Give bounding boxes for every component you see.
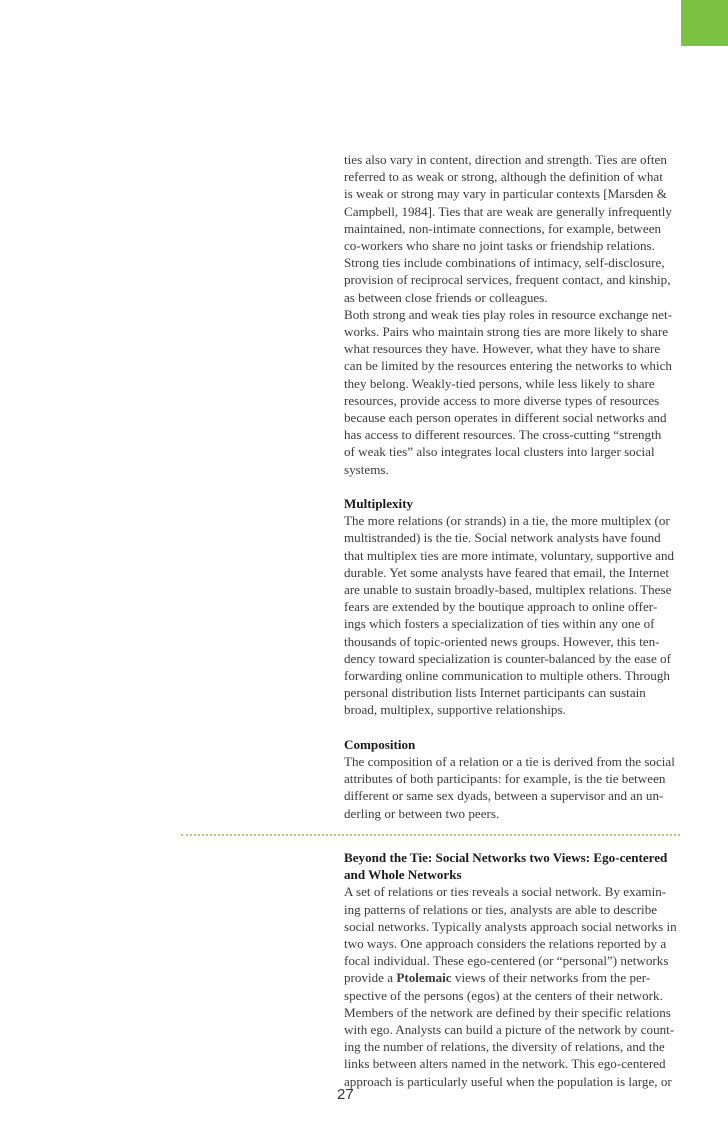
section-divider <box>181 834 680 836</box>
text-column-top <box>344 151 684 822</box>
text-line: ing the number of relations, the diversity of relations, and the <box>344 1039 665 1055</box>
text-line: ings which fosters a specialization of ties within any one of <box>344 616 655 632</box>
text-line: social networks. Typically analysts approach social networks in <box>344 918 677 934</box>
page-number: 27 <box>337 1086 354 1103</box>
text-line: two ways. One approach considers the relations reported by a <box>344 936 667 952</box>
text-line: multistranded) is the tie. Social network analysts have found <box>344 530 661 546</box>
paragraph-strong-weak-ties <box>344 306 684 478</box>
section-heading: and Whole Networks <box>344 867 462 883</box>
text-line: because each person operates in different social networks and <box>344 410 667 426</box>
text-line: as between close friends or colleagues. <box>344 289 548 305</box>
text-line: with ego. Analysts can build a picture of the network by count- <box>344 1022 675 1038</box>
text-segment: views of their networks from the per- <box>451 970 651 986</box>
text-line: thousands of topic-oriented news groups. However, this ten- <box>344 633 660 649</box>
text-line: what resources they have. However, what they have to share <box>344 341 661 357</box>
text-line: personal distribution lists Internet participants can sustain <box>344 685 646 701</box>
text-line: The composition of a relation or a tie is derived from the social <box>344 754 675 770</box>
text-line: ties also vary in content, direction and strength. Ties are often <box>344 152 667 167</box>
text-line: Both strong and weak ties play roles in resource exchange net- <box>344 306 672 322</box>
text-line: broad, multiplex, supportive relationships. <box>344 702 566 718</box>
text-line: works. Pairs who maintain strong ties are more likely to share <box>344 324 668 340</box>
text-line: derling or between two peers. <box>344 805 500 821</box>
ptolemaic-term: Ptolemaic <box>396 970 452 986</box>
text-line: systems. <box>344 461 389 477</box>
text-line: of weak ties” also integrates local clusters into larger social <box>344 444 655 460</box>
text-line: is weak or strong may vary in particular contexts [Marsden & <box>344 186 667 202</box>
text-line: Strong ties include combinations of intimacy, self-disclosure, <box>344 255 665 271</box>
section-beyond-the-tie <box>344 849 684 1090</box>
text-line: links between alters named in the network. This ego-centered <box>344 1056 666 1072</box>
text-line: Members of the network are defined by their specific relations <box>344 1004 671 1020</box>
text-line: Campbell, 1984]. Ties that are weak are generally infrequently <box>344 203 672 219</box>
section-multiplexity <box>344 495 684 719</box>
text-line: focal individual. These ego-centered (or “personal”) networks <box>344 953 669 969</box>
text-line: different or same sex dyads, between a supervisor and an un- <box>344 788 664 804</box>
text-line: has access to different resources. The cross-cutting “strength <box>344 427 662 443</box>
text-segment: provide a <box>344 970 397 986</box>
section-composition <box>344 736 684 822</box>
chapter-tab <box>681 0 728 46</box>
text-line: are unable to sustain broadly-based, multiplex relations. These <box>344 582 672 598</box>
text-line: attributes of both participants: for example, is the tie between <box>344 771 666 787</box>
section-heading: Composition <box>344 736 416 752</box>
text-line: maintained, non-intimate connections, for example, between <box>344 220 662 236</box>
text-line: A set of relations or ties reveals a social network. By examin- <box>344 884 667 900</box>
text-line: they belong. Weakly-tied persons, while less likely to share <box>344 375 655 391</box>
section-heading: Beyond the Tie: Social Networks two Views: Ego-centered <box>344 850 668 865</box>
text-line: that multiplex ties are more intimate, voluntary, supportive and <box>344 547 675 563</box>
text-line: resources, provide access to more diverse types of resources <box>344 392 660 408</box>
section-heading: Multiplexity <box>344 496 414 512</box>
text-line: approach is particularly useful when the population is large, or <box>344 1073 672 1089</box>
text-line: spective of the persons (egos) at the centers of their network. <box>344 987 663 1003</box>
text-line: co-workers who share no joint tasks or friendship relations. <box>344 238 655 254</box>
text-column-bottom <box>344 849 684 1090</box>
text-line: referred to as weak or strong, although the definition of what <box>344 169 663 185</box>
paragraph-tie-strength <box>344 151 684 306</box>
text-line: The more relations (or strands) in a tie, the more multiplex (or <box>344 513 670 529</box>
text-line: can be limited by the resources entering the networks to which <box>344 358 672 374</box>
text-line: forwarding online communication to multiple others. Through <box>344 668 670 684</box>
text-line: ing patterns of relations or ties, analysts are able to describe <box>344 901 658 917</box>
text-line: fears are extended by the boutique approach to online offer- <box>344 599 658 615</box>
text-line: provision of reciprocal services, frequent contact, and kinship, <box>344 272 671 288</box>
text-line <box>344 969 684 986</box>
text-line: durable. Yet some analysts have feared that email, the Internet <box>344 564 670 580</box>
text-line: dency toward specialization is counter-balanced by the ease of <box>344 650 671 666</box>
